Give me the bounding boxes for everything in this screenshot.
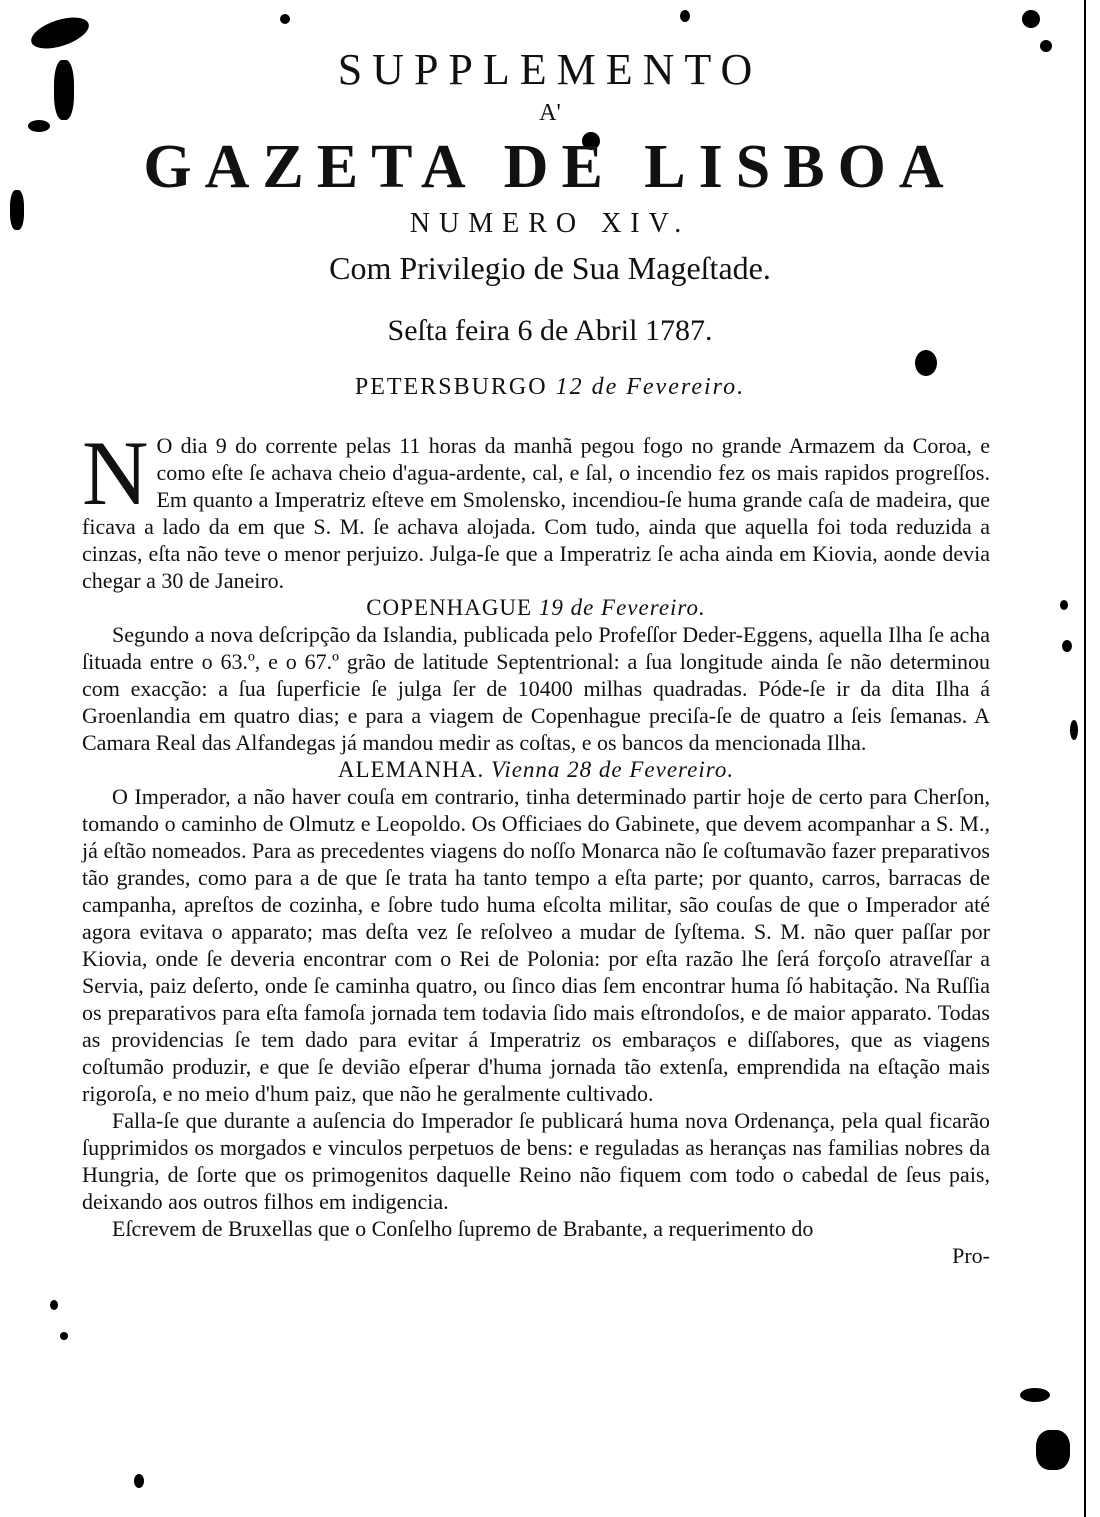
article-petersburgo <box>82 422 990 594</box>
paragraph-text: O dia 9 do corrente pelas 11 horas da manhã pegou fogo no grande Armazem da Coroa, e como eſte ſe achava cheio d'agua-ardente, cal, e ſal, o incendio fez os mais rapidos progreſſos. Em quanto a Imperatriz eſteve em Smolensko, incendiou-ſe huma grande caſa de madeira, que ficava a lado da em que S. M. ſe achava alojada. Com tudo, ainda que aquella foi toda reduzida a cinzas, eſta não teve o menor perjuizo. Julga-ſe que a Imperatriz ſe acha ainda em Kiovia, aonde devia chegar a 30 de Janeiro. <box>82 433 990 593</box>
section-place: COPENHAGUE <box>366 595 533 620</box>
article-alemanha-2 <box>82 1107 990 1215</box>
ink-blot <box>60 1332 68 1340</box>
section-place: PETERSBURGO <box>354 374 548 400</box>
supplement-title: SUPPLEMENTO <box>337 45 763 94</box>
ink-blot <box>1060 600 1068 610</box>
article-alemanha-1 <box>82 783 990 1107</box>
section-date: 19 de Fevereiro. <box>538 595 706 620</box>
ink-blot <box>915 350 937 376</box>
section-date: Vienna 28 de Fevereiro. <box>490 757 735 782</box>
section-date: 12 de Fevereiro. <box>555 374 746 400</box>
drop-cap: N <box>82 422 149 524</box>
title-preposition: A' <box>539 100 561 126</box>
section-heading-alemanha <box>82 756 990 783</box>
catchword: Pro- <box>952 1243 990 1268</box>
ink-blot <box>1070 720 1078 740</box>
catchword-line <box>82 1242 990 1269</box>
issue-number: NUMERO XIV. <box>409 208 691 239</box>
ink-blot <box>1022 10 1040 28</box>
issue-date: Seſta feira 6 de Abril 1787. <box>387 314 713 347</box>
royal-privilege: Com Privilegio de Sua Mageſtade. <box>329 250 771 286</box>
article-body <box>82 422 990 1269</box>
ink-blot <box>134 1474 144 1488</box>
article-copenhague <box>82 621 990 756</box>
ink-blot <box>1062 640 1072 652</box>
section-heading-copenhague <box>82 594 990 621</box>
ink-blot <box>50 1300 58 1310</box>
ink-blot <box>1036 1430 1070 1470</box>
ink-blot <box>1020 1388 1050 1402</box>
paragraph-text: Eſcrevem de Bruxellas que o Conſelho ſupremo de Brabante, a requerimento do <box>112 1216 814 1241</box>
ink-blot <box>680 10 690 22</box>
section-place: ALEMANHA. <box>337 757 485 782</box>
ink-blot <box>280 14 290 24</box>
paragraph-text: Segundo a nova deſcripção da Islandia, publicada pelo Profeſſor Deder-Eggens, aquella Ilha ſe acha ſituada entre o 63.º, e o 67.º grão de latitude Septentrional: a ſua longitude ainda ſe não determinou com exacção: a ſua ſuperficie ſe julga ſer de 10400 milhas quadradas. Póde-ſe ir da dita Ilha á Groenlandia em quatro dias; e para a viagem de Copenhague preciſa-ſe de quatro a ſeis ſemanas. A Camara Real das Alfandegas já mandou medir as coſtas, e os bancos da mencionada Ilha. <box>82 622 990 755</box>
paragraph-text: Falla-ſe que durante a auſencia do Imperador ſe publicará huma nova Ordenança, pela qual ficarão ſupprimidos os morgados e vinculos perpetuos de bens: e reguladas as heranças nas familias nobres da Hungria, de ſorte que os primogenitos daquelle Reino não fiquem com todo o cabedal de ſeus pais, deixando aos outros filhos em indigencia. <box>82 1108 990 1214</box>
section-heading-petersburgo <box>0 374 1100 401</box>
article-alemanha-3 <box>82 1215 990 1242</box>
gazette-title: GAZETA DE LISBOA <box>143 133 957 201</box>
paragraph-text: O Imperador, a não haver couſa em contrario, tinha determinado partir hoje de certo para Cherſon, tomando o caminho de Olmutz e Leopoldo. Os Officiaes do Gabinete, que devem acompanhar a S. M., já eſtão nomeados. Para as precedentes viagens do noſſo Monarca não ſe coſtumavão fazer preparativos tão grandes, como para a de que ſe trata ha tanto tempo a eſta parte; por quanto, carros, barracas de campanha, apreſtos de cozinha, e ſobre tudo huma eſcolta militar, são couſas de que o Imperador até agora evitava o apparato; mas deſta vez ſe reſolveo a mudar de ſyſtema. S. M. não quer paſſar por Kiovia, onde ſe deveria encontrar com o Rei de Polonia: por eſta razão lhe ſerá forçoſo atraveſſar a Servia, paiz deſerto, onde ſe caminha quatro, ou ſinco dias ſem encontrar huma ſó habitação. Na Ruſſia os preparativos para eſta famoſa jornada tem todavia ſido mais eſtrondoſos, e de maior apparato. Todas as providencias ſe tem dado para evitar á Imperatriz os embaraços e diſſabores, que as viagens coſtumão produzir, e que ſe devião eſperar d'huma jornada tão extenſa, emprendida na eſtação mais rigoroſa, e no meio d'hum paiz, que não he geralmente cultivado. <box>82 784 990 1106</box>
